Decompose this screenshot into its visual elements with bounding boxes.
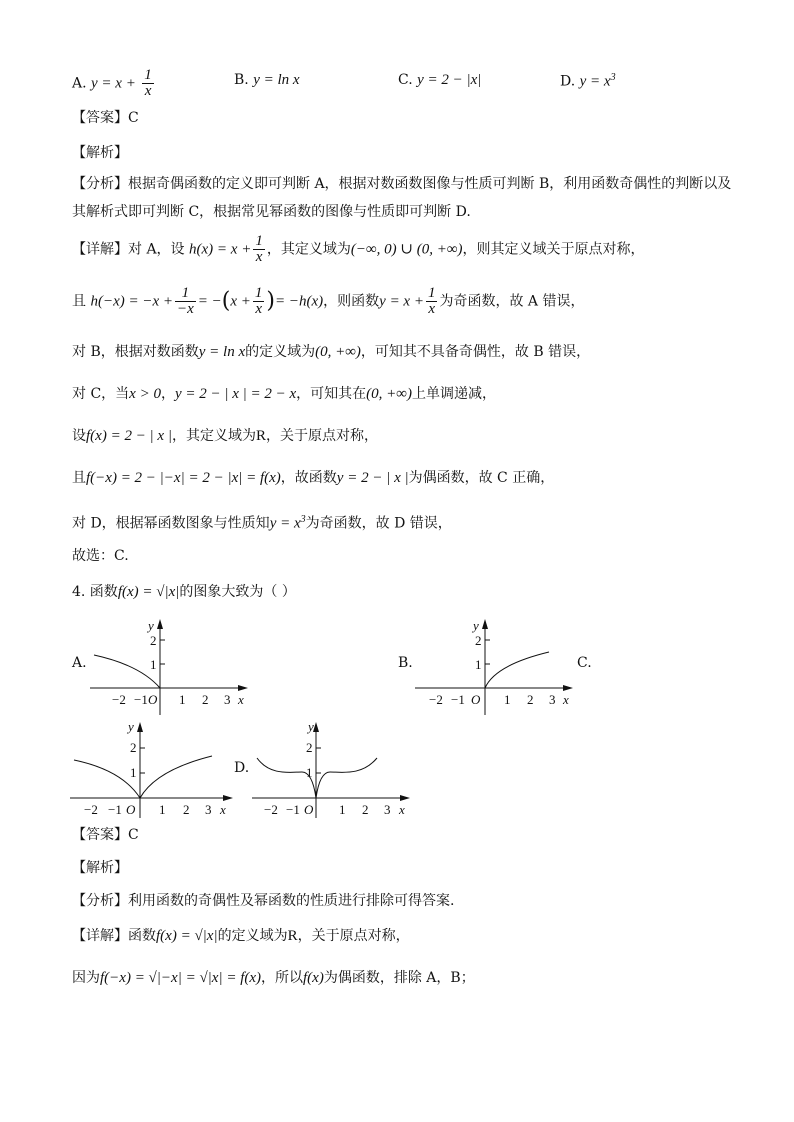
q4-fenxi: 【分析】利用函数的奇偶性及幂函数的性质进行排除可得答案.	[72, 893, 455, 909]
graph-d-x-tick-neg1: −1	[286, 802, 300, 817]
q3-fenxi-line-1: 【分析】根据奇偶函数的定义即可判断 A，根据对数函数图像与性质可判断 B，利用函数奇偶性的判断以及	[72, 176, 732, 192]
graph-d-x-tick-2: 2	[362, 802, 369, 817]
graph-a-x-tick-2: 2	[202, 692, 209, 707]
graph-c-y-tick-2: 2	[130, 740, 137, 755]
q3-fenxi-line-2: 其解析式即可判断 C，根据常见幂函数的图像与性质即可判断 D.	[72, 204, 471, 220]
q3-option-a-fraction: $\frac{1}{x}$	[144, 67, 152, 99]
graph-c-x-tick-2: 2	[183, 802, 190, 817]
graph-c-x-arrow	[223, 795, 233, 801]
graph-a-x-tick-neg2: −2	[112, 692, 126, 707]
graph-b-y-arrow	[482, 619, 488, 629]
graph-c-curve	[74, 756, 212, 798]
graph-d-x-arrow	[400, 795, 410, 801]
graph-d-y-tick-1: 1	[306, 765, 313, 780]
graph-c-x-tick-1: 1	[159, 802, 166, 817]
graph-c-y-label: y	[128, 719, 134, 734]
graph-b-x-label: x	[563, 692, 569, 707]
q3-detail-d: 对 D，根据幂函数图象与性质知$y = x^3$为奇函数，故 D 错误，	[72, 514, 452, 532]
q4-option-c-label: C.	[577, 655, 592, 671]
graph-d-y-tick-2: 2	[306, 740, 313, 755]
graph-d-y-arrow	[313, 722, 319, 732]
graph-c-y-arrow	[137, 722, 143, 732]
graph-d	[252, 718, 417, 818]
graph-c-origin: O	[126, 802, 136, 817]
q3-choice: 故选：C.	[72, 548, 129, 564]
graph-c	[70, 718, 235, 818]
graph-b-y-tick-1: 1	[475, 657, 482, 672]
q3-option-d: D. $y = x^3$	[560, 72, 616, 90]
q3-detail-c: 对 C，当x > 0，y = 2 − | x | = 2 − x，可知其在(0, +∞)上单调递减，	[72, 386, 496, 402]
q4-option-b-label: B.	[398, 655, 413, 671]
q4-analysis-title: 【解析】	[72, 860, 128, 876]
graph-b-x-arrow	[563, 685, 573, 691]
graph-c-x-tick-3: 3	[205, 802, 212, 817]
graph-a-y-label: y	[148, 618, 154, 633]
q3-option-b: B. y = ln x	[234, 72, 300, 88]
q3-option-a: A. y = x + $\frac{1}{x}$	[72, 67, 152, 99]
graph-a-x-tick-3: 3	[224, 692, 231, 707]
q3-analysis-title: 【解析】	[72, 145, 128, 161]
q3-option-c: C. y = 2 − |x|	[398, 72, 482, 88]
graph-d-curve	[257, 758, 377, 798]
graph-c-x-tick-neg2: −2	[84, 802, 98, 817]
q3-answer: 【答案】C	[72, 110, 139, 126]
graph-a-x-arrow	[238, 685, 248, 691]
graph-d-x-tick-3: 3	[384, 802, 391, 817]
graph-b-x-tick-neg1: −1	[451, 692, 465, 707]
graph-a-x-label: x	[238, 692, 244, 707]
graph-d-x-tick-neg2: −2	[264, 802, 278, 817]
graph-c-x-label: x	[220, 802, 226, 817]
graph-a-y-tick-1: 1	[150, 657, 157, 672]
graph-d-origin: O	[304, 802, 314, 817]
q3-detail-line-2: 且 h(−x) = −x + $\frac{1}{-x}$ = −(x + $\frac{1}{x}$ )= −h(x)，则函数y = x + $\frac{1}{x}$ 为奇函数，故 A 错误，	[72, 285, 585, 317]
graph-d-y-label: y	[308, 719, 314, 734]
q4-stem: 4. 函数f(x) = √|x|的图象大致为（ ）	[72, 584, 296, 600]
graph-b-origin: O	[471, 692, 481, 707]
graph-a-y-arrow	[157, 619, 163, 629]
graph-a	[90, 615, 250, 715]
graph-b	[415, 615, 575, 715]
q3-detail-f: 设f(x) = 2 − | x |，其定义域为R，关于原点对称，	[72, 428, 378, 444]
q3-detail-line-1: 【详解】对 A，设 h(x) = x + $\frac{1}{x}$ ，其定义域为(−∞, 0) ∪ (0, +∞)，则其定义域关于原点对称，	[72, 233, 645, 265]
q4-detail-line-1: 【详解】函数f(x) = √|x|的定义域为R，关于原点对称，	[72, 928, 410, 944]
graph-b-x-tick-2: 2	[527, 692, 534, 707]
graph-d-x-tick-1: 1	[339, 802, 346, 817]
graph-c-x-tick-neg1: −1	[108, 802, 122, 817]
graph-b-x-tick-3: 3	[549, 692, 556, 707]
graph-b-x-tick-neg2: −2	[429, 692, 443, 707]
graph-b-y-tick-2: 2	[475, 633, 482, 648]
q3-detail-f2: 且f(−x) = 2 − |−x| = 2 − |x| = f(x)，故函数y = 2 − | x |为偶函数，故 C 正确，	[72, 470, 555, 486]
q4-option-d-label: D.	[234, 760, 250, 776]
graph-a-x-tick-1: 1	[179, 692, 186, 707]
graph-b-y-label: y	[473, 618, 479, 633]
graph-a-y-tick-2: 2	[150, 633, 157, 648]
graph-c-y-tick-1: 1	[130, 765, 137, 780]
q3-detail-b: 对 B，根据对数函数y = ln x的定义域为(0, +∞)，可知其不具备奇偶性，故 B 错误，	[72, 344, 591, 360]
q4-answer: 【答案】C	[72, 827, 139, 843]
graph-d-x-label: x	[399, 802, 405, 817]
q4-detail-line-2: 因为f(−x) = √|−x| = √|x| = f(x)，所以f(x)为偶函数，排除 A，B；	[72, 970, 475, 986]
q3-option-a-formula: y = x +	[91, 75, 136, 92]
graph-a-x-tick-neg1: −1	[134, 692, 148, 707]
q4-option-a-label: A.	[72, 655, 87, 671]
graph-b-x-tick-1: 1	[504, 692, 511, 707]
graph-a-origin: O	[148, 692, 158, 707]
graph-b-curve	[485, 652, 549, 688]
